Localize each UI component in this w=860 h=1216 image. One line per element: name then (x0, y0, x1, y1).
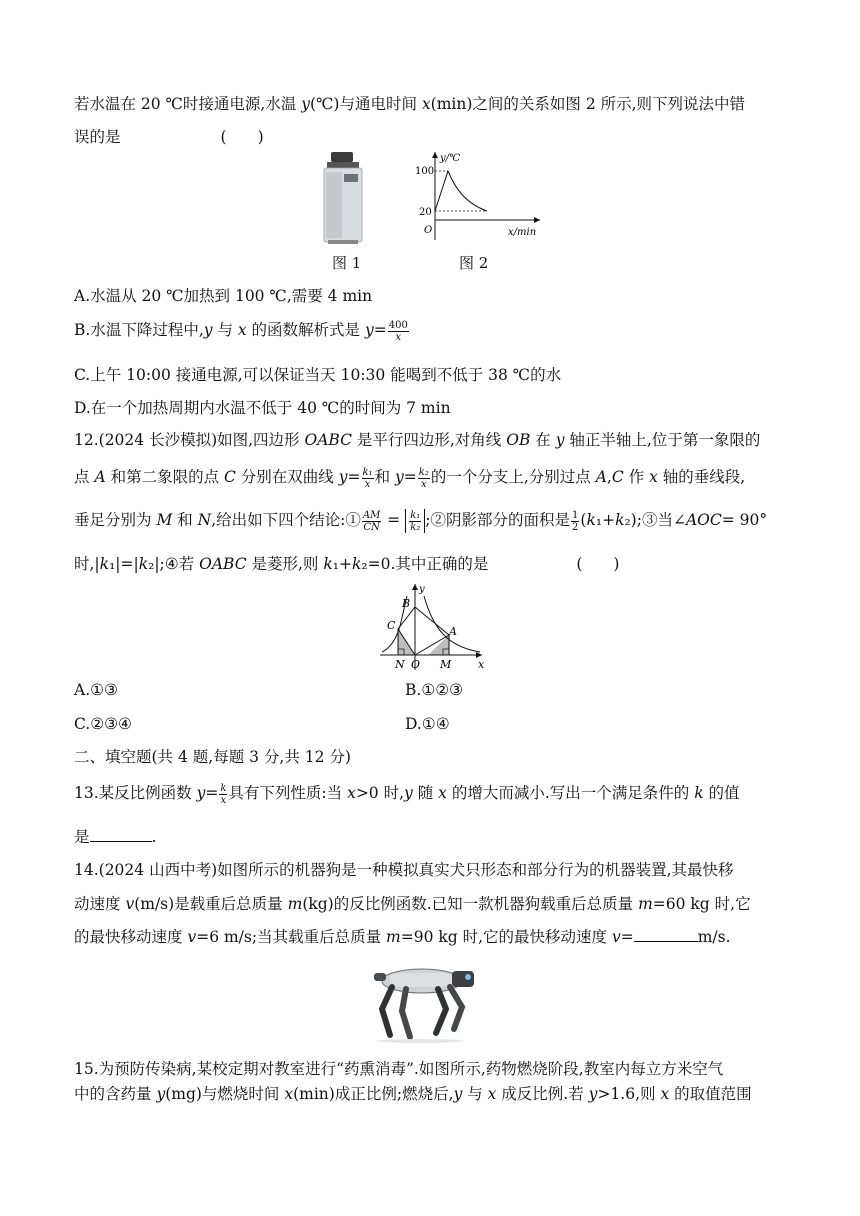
fraction-k2-over-x: $\frac{\text{k₂}}{x}$ (418, 466, 429, 490)
q14-stem-line3: 的最快移动速度 v=6 m/s;当其载重后总质量 m=90 kg 时,它的最快移动速度 v= m/s. (74, 928, 731, 946)
section-heading-fill-in: 二、填空题(共 4 题,每题 3 分,共 12 分) (74, 748, 351, 766)
q15-stem-line2: 中的含药量 y(mg)与燃烧时间 x(min)成正比例;燃烧后,y 与 x 成反比例.若 y>1.6,则 x 的取值范围 (74, 1085, 752, 1103)
fig12-label-a: A (449, 625, 457, 638)
q12-option-b: B.①②③ (405, 681, 464, 699)
fig12-label-n: N (395, 658, 405, 671)
temperature-graph (405, 148, 545, 246)
q13-stem-line2: 是 . (74, 828, 157, 846)
fig12-label-c: C (387, 619, 396, 632)
graph-tick-20: 20 (419, 207, 432, 218)
q14-stem-line1: 14.(2024 山西中考)如图所示的机器狗是一种模拟真实犬只形态和部分行为的机器装置,其最快移 (74, 861, 734, 879)
figure-1-caption: 图 1 (332, 254, 362, 272)
fig12-label-m: M (440, 658, 452, 671)
abs-k1-over-k2: $\frac{\text{k₁}}{\text{k₂}}$ (405, 509, 425, 533)
q13-stem-line1: 13.某反比例函数 y= $\frac{k}{x}$ 具有下列性质:当 x>0 时,y 随 x 的增大而减小.写出一个满足条件的 k 的值 (74, 782, 740, 806)
q15-stem-line1: 15.为预防传染病,某校定期对教室进行“药熏消毒”.如图所示,药物燃烧阶段,教室内每立方米空气 (74, 1060, 724, 1078)
fig12-label-x: x (478, 658, 485, 671)
hyperbola-parallelogram-figure (376, 580, 486, 672)
q11-option-b: B.水温下降过程中,y 与 x 的函数解析式是 y= $\frac{400}{x}$ (74, 319, 408, 343)
fraction-400-over-x: $\frac{400}{x}$ (388, 319, 408, 343)
graph-tick-100: 100 (415, 166, 435, 177)
water-dispenser-image (318, 150, 368, 246)
fig12-label-b: B (402, 597, 411, 610)
q11-stem-line2: 误的是 ( ) (74, 128, 264, 146)
q12-option-c: C.②③④ (74, 715, 132, 733)
figure-2-caption: 图 2 (459, 254, 489, 272)
fraction-am-over-cn: $\frac{AM}{CN}$ (362, 509, 381, 533)
q11-stem-line1: 若水温在 20 ℃时接通电源,水温 y(℃)与通电时间 x(min)之间的关系如图 2 所示,则下列说法中错 (74, 95, 746, 113)
q11-option-c: C.上午 10:00 接通电源,可以保证当天 10:30 能喝到不低于 38 ℃的水 (74, 366, 562, 384)
answer-paren: ( ) (220, 128, 264, 146)
q12-option-d: D.①④ (405, 715, 450, 733)
q11-option-d: D.在一个加热周期内水温不低于 40 ℃的时间为 7 min (74, 399, 451, 417)
robot-dog-image (350, 957, 486, 1043)
graph-origin-label: O (424, 225, 433, 236)
q14-stem-line2: 动速度 v(m/s)是载重后总质量 m(kg)的反比例函数.已知一款机器狗载重后总质量 m=60 kg 时,它 (74, 895, 751, 913)
q12-stem-line1: 12.(2024 长沙模拟)如图,四边形 OABC 是平行四边形,对角线 OB 在 y 轴正半轴上,位于第一象限的 (74, 431, 761, 449)
q13-answer-blank[interactable] (90, 826, 152, 842)
fig12-label-o: O (411, 658, 421, 671)
q12-stem-line3: 垂足分别为 M 和 N,给出如下四个结论:① $\frac{AM}{CN}$ = $\frac{\text{k₁}}{\text{k₂}}$ ;②阴影部分的面积是 $\frac{1}{2}$ (k₁+k₂);③当∠AOC= 90° (74, 509, 768, 533)
fraction-k-over-x: $\frac{k}{x}$ (220, 782, 227, 806)
fraction-k1-over-x: $\frac{\text{k₁}}{x}$ (362, 466, 373, 490)
fig12-label-y: y (419, 584, 425, 595)
q12-stem-line4: 时,|k₁|=|k₂|;④若 OABC 是菱形,则 k₁+k₂=0.其中正确的是 ( ) (74, 555, 620, 573)
q12-option-a: A.①③ (74, 681, 118, 699)
answer-paren: ( ) (576, 555, 620, 573)
graph-y-axis-label: y/℃ (440, 153, 461, 164)
q11-option-a: A.水温从 20 ℃加热到 100 ℃,需要 4 min (74, 287, 373, 305)
fraction-one-half: $\frac{1}{2}$ (572, 509, 579, 533)
graph-x-axis-label: x/min (508, 227, 537, 238)
q12-stem-line2: 点 A 和第二象限的点 C 分别在双曲线 y= $\frac{\text{k₁}}{x}$ 和 y= $\frac{\text{k₂}}{x}$ 的一个分支上,分别过点 A,C 作 x 轴的垂线段, (74, 466, 746, 490)
q14-answer-blank[interactable] (634, 926, 698, 942)
